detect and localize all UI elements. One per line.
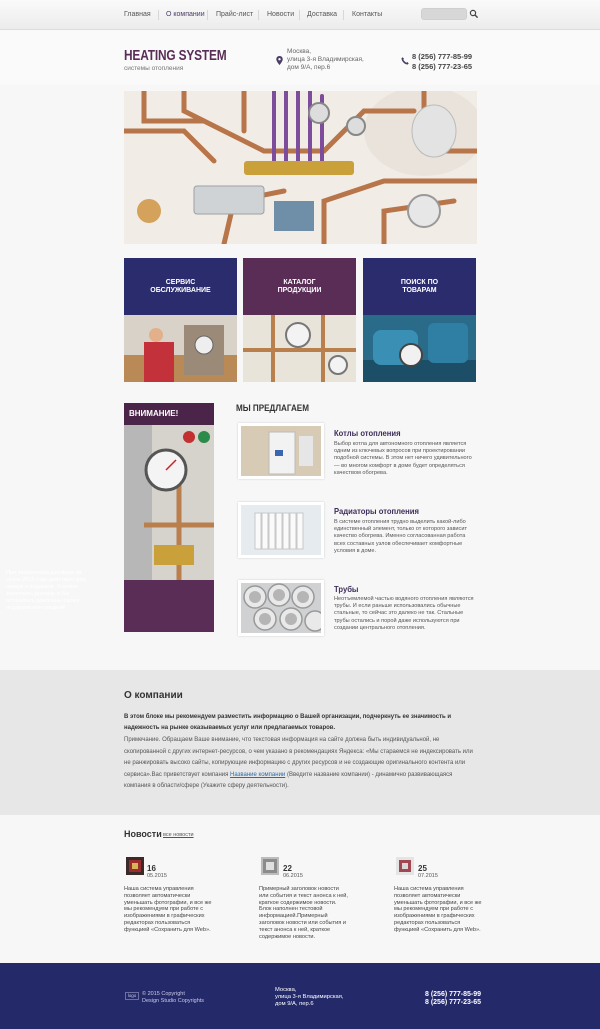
news-date: 05.2015 [147, 873, 167, 879]
nav-divider [343, 10, 344, 20]
news-day: 22 [283, 864, 292, 873]
offer-boiler-image[interactable] [238, 423, 324, 479]
news-heading: Новости [124, 829, 162, 839]
all-news-link[interactable]: все новости [163, 832, 194, 838]
about-body-part-2: (Введите название компании) - динамично развивающаяся компания в области/сфере (Укажите сферу деятельности). [124, 771, 453, 789]
card-catalog-label: КАТАЛОГ ПРОДУКЦИИ [243, 258, 356, 315]
phone-icon [401, 57, 409, 65]
nav-item-about[interactable]: О компании [166, 11, 205, 18]
card-search-label: ПОИСК ПО ТОВАРАМ [363, 258, 476, 315]
search-input[interactable] [421, 8, 467, 20]
warning-title: ВНИМАНИЕ! [124, 403, 214, 425]
news-text: Наша система управления позволяет автоматически уменьшать фотографии, и все же мы рекомендуем при работе с изображениями в графических редакторах пользоваться функцией «Сохранить для Web». [124, 886, 212, 933]
footer-address: Москва, улица 3-я Владимирская, дом 9/А, пер.6 [275, 987, 344, 1007]
news-text: Примерный заголовок новости или события и текст анонса к ней, краткое содержимое новости. Блок наполнен тестовой информацией.Примерный заголовок новости или события и текст анонса к ней, краткое содержимое новости. [259, 886, 348, 940]
nav-divider [207, 10, 208, 20]
nav-divider [158, 10, 159, 20]
card-catalog-image [243, 315, 356, 382]
offers-heading: МЫ ПРЕДЛАГАЕМ [236, 403, 309, 413]
company-name-link[interactable]: Название компании [230, 771, 286, 778]
offer-title-boilers[interactable]: Котлы отопления [334, 428, 401, 438]
header-phone-1[interactable]: 8 (256) 777-85-99 [412, 52, 473, 61]
news-text: Наша система управления позволяет автоматически уменьшать фотографии, и все же мы рекомендуем при работе с изображениями в графических редакторах пользоваться функцией «Сохранить для Web». [394, 886, 482, 933]
card-service-image [124, 315, 237, 382]
news-thumbnail[interactable] [396, 857, 414, 875]
footer-phone-2[interactable]: 8 (256) 777-23-65 [425, 999, 482, 1006]
hero-image-heating-pipes [124, 91, 477, 244]
header-phones [412, 52, 472, 71]
about-heading: О компании [124, 690, 183, 701]
footer-copyright [142, 991, 204, 1004]
about-lead-text: В этом блоке мы рекомендуем разместить информацию о Вашей организации, подчеркнуть ее значимость и надежность на рынке оказываемых услуг или предлагаемых товаров. [124, 714, 452, 731]
header-phone-2[interactable]: 8 (256) 777-23-65 [412, 61, 473, 71]
nav-divider [299, 10, 300, 20]
logo-subtitle: системы отопления [124, 65, 184, 72]
about-body-part-1: Примечание. Обращаем Ваше внимание, что текстовая информация на сайте должна быть индивидуальной, не скопированной с других интернет-ресурсов, о чем указано в рекомендациях Яндекса: «Мы стараемся не индексировать или не ранжировать высоко сайты, копирующие информацию с других ресурсов и не создающие оригинального контента или сервиса».Вас приветствует компания [124, 737, 473, 778]
news-date: 06.2015 [283, 873, 303, 879]
nav-item-contacts[interactable]: Контакты [352, 11, 383, 18]
nav-divider [258, 10, 259, 20]
search-icon[interactable] [469, 9, 479, 19]
offer-radiator-image[interactable] [238, 502, 324, 558]
offer-text-boilers: Выбор котла для автономного отопления является одним из ключевых вопросов при проектировании подобной системы. В этом нет ничего удивительного — во многом комфорт в доме будет определяться качеством обогрева. [334, 441, 472, 476]
warning-text: При заключении договора на сезон 2015 года действует ряд скидок и подарков. Успейте заключить договор и Вы останетесь довольны своим подарком или скидкой! [6, 570, 86, 611]
card-catalog[interactable] [243, 258, 356, 382]
footer-phones [425, 991, 481, 1007]
copyright-text: © 2015 Copyright [142, 991, 185, 997]
studio-text[interactable]: Design Studio Copyrights [142, 997, 205, 1004]
news-thumbnail[interactable] [261, 857, 279, 875]
nav-item-delivery[interactable]: Доставка [307, 11, 338, 18]
nav-item-news[interactable]: Новости [267, 11, 295, 18]
card-search-products[interactable] [363, 258, 476, 382]
card-search-image [363, 315, 476, 382]
news-thumbnail[interactable] [126, 857, 144, 875]
news-day: 25 [418, 864, 427, 873]
warning-image-gauge [124, 425, 214, 580]
footer-logo[interactable]: logo [125, 992, 139, 1000]
location-pin-icon [276, 56, 283, 65]
card-service-label: СЕРВИС ОБСЛУЖИВАНИЕ [124, 258, 237, 315]
nav-item-home[interactable]: Главная [124, 11, 151, 18]
about-body-text [124, 735, 479, 793]
offer-pipes-image[interactable] [238, 580, 324, 636]
offer-text-pipes: Неотъемлемой частью водяного отопления являются трубы. И если раньше использовались обычные стальные, то сейчас это далеко не так. Стальные трубы остались и порой даже используются при создании центрального отопления. [334, 596, 474, 631]
news-day: 16 [147, 864, 156, 873]
news-date: 07.2015 [418, 873, 438, 879]
header-address: Москва, улица 3-я Владимирская, дом 9/А, пер.6 [287, 48, 364, 71]
nav-item-pricelist[interactable]: Прайс-лист [216, 11, 254, 18]
offer-text-radiators: В системе отопления трудно выделить какой-либо единственный элемент, только от которого зависит качество обогрева. Именно согласованная работа всех составных узлов обеспечивает комфортные условия в доме. [334, 519, 468, 554]
offer-title-radiators[interactable]: Радиаторы отопления [334, 506, 419, 516]
offer-title-pipes[interactable]: Трубы [334, 584, 359, 594]
warning-banner [124, 403, 214, 632]
top-navigation [0, 0, 600, 30]
footer-phone-1[interactable]: 8 (256) 777-85-99 [425, 991, 482, 998]
card-service[interactable] [124, 258, 237, 382]
logo-title[interactable]: HEATING SYSTEM [124, 48, 227, 64]
